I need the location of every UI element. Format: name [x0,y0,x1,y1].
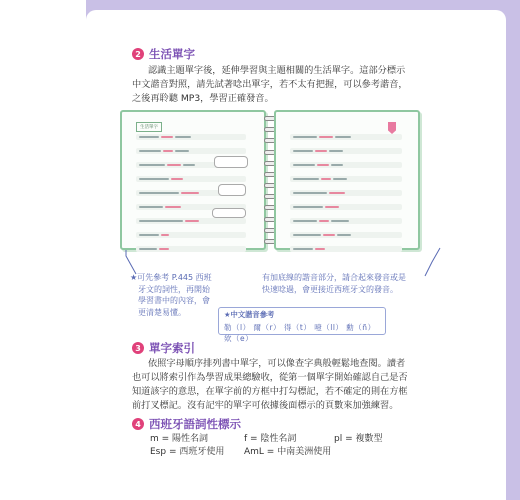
section-number-badge: 4 [132,418,144,430]
legend-title: ★中文諧音參考 [224,310,275,319]
phonetic-legend-box [218,307,386,343]
abbr-entry: f = 陰性名詞 [244,434,297,444]
section-title: 生活單字 [149,47,195,61]
callout-line: ★可先參考 P.445 西班 [130,273,212,282]
legend-row: 勒（l） 爾（r） 得（t） 噎（ll） 勳（ñ） 欸（e） [224,323,376,343]
section-title: 西班牙語詞性標示 [149,417,241,431]
section-2-line: 中文諧音對照，請先試著唸出單字，若不太有把握，可以參考諧音， [132,79,408,90]
section-3-line: 知道該字的意思，在單字前的方框中打勾標記，若不確定的則在方框 [132,386,408,397]
section-title: 單字索引 [149,341,195,355]
abbr-entry: pl = 複數型 [334,434,383,444]
abbr-entry: Esp = 西班牙使用 [150,447,225,457]
section-2-line: 之後再聆聽 MP3，學習正確發音。 [132,93,274,104]
abbr-entry: m = 陽性名詞 [150,434,209,444]
callout-line: 有加底線的諧音部分，請合起來發音或是 [262,273,406,282]
book-page-tag: 生活單字 [136,122,162,132]
section-3-line: 依照字母順序排列書中單字，可以像查字典般輕鬆地查閱。讀者 [148,358,406,369]
section-2-line: 認識主題單字後，延伸學習與主題相關的生活單字。這部分標示 [148,65,406,76]
abbr-row [150,433,410,446]
abbr-entry: AmL = 中南美洲使用 [244,447,332,457]
section-3-heading [132,340,195,356]
abbr-row [150,446,410,459]
section-3-body [132,357,427,413]
section-3-line: 也可以將索引作為學習成果總驗收，從第一個單字開始確認自己是否 [132,372,408,383]
callout-line: 快速唸過，會更接近西班牙文的發音。 [262,284,398,294]
callout-line: 學習書中的內容，會 [138,296,210,305]
section-number-badge: 2 [132,48,144,60]
connector-left [126,250,136,274]
section-number-badge: 3 [132,342,144,354]
section-3-line: 前打叉標記。沒有記牢的單字可依據後面標示的頁數來加強練習。 [132,400,399,411]
callout-line: 更清楚易懂。 [138,307,186,317]
connector-right [425,248,440,276]
pos-abbreviation-grid [150,433,410,459]
callout-line: 牙文的詞性，再開始 [138,284,210,294]
section-4-heading [132,416,241,432]
